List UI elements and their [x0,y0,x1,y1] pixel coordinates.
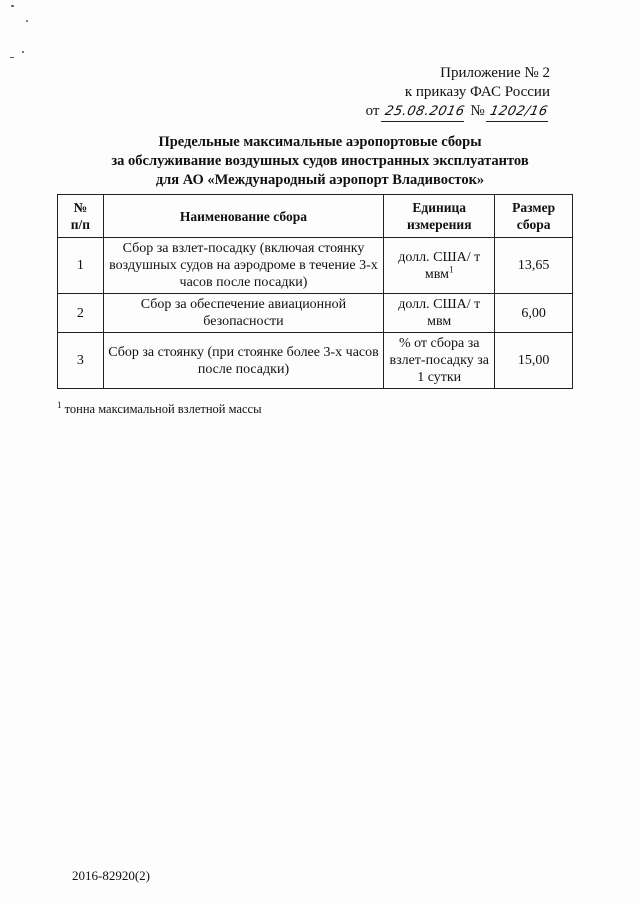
cell-fee-name: Сбор за обеспечение авиационной безопасности [103,294,383,333]
cell-unit: долл. США/ т мвм [384,294,495,333]
scan-speck [22,51,24,53]
appendix-order-reference: к приказу ФАС России [404,84,550,100]
scan-speck [11,5,14,7]
appendix-number: Приложение № 2 [440,65,550,81]
number-prefix: № [470,103,485,119]
appendix-header [366,64,550,122]
date-prefix: от [365,103,380,119]
cell-fee-name: Сбор за стоянку (при стоянке более 3-х часов после посадки) [103,333,383,389]
cell-fee-size: 15,00 [495,333,573,389]
cell-number: 3 [58,333,104,389]
table-header-row [58,195,573,238]
title-line-2: за обслуживание воздушных судов иностранных эксплуатантов [111,153,529,169]
cell-number: 1 [58,238,104,294]
header-unit: Единица измерения [384,195,495,238]
document-id: 2016-82920(2) [72,868,150,883]
scan-speck [10,57,14,58]
scan-speck [26,20,28,22]
cell-fee-size: 6,00 [495,294,573,333]
header-number: № п/п [58,195,104,238]
title-line-1: Предельные максимальные аэропортовые сборы [158,134,482,150]
header-fee-name: Наименование сбора [103,195,383,238]
cell-unit: % от сбора за взлет-посадку за 1 сутки [384,333,495,389]
cell-fee-name: Сбор за взлет-посадку (включая стоянку воздушных судов на аэродроме в течение 3-х часов после посадки) [103,238,383,294]
table-row [58,294,573,333]
header-fee-size: Размер сбора [495,195,573,238]
unit-footnote-marker: 1 [449,263,454,274]
table-row [58,238,573,294]
cell-number: 2 [58,294,104,333]
cell-fee-size: 13,65 [495,238,573,294]
title-line-3: для АО «Международный аэропорт Владивосток» [155,172,485,188]
cell-unit: долл. США/ т мвм$^1$ [384,238,495,294]
appendix-date-line [366,102,550,122]
fees-table [57,194,573,389]
footnote-text: тонна максимальной взлетной массы [64,402,262,416]
table-row [58,333,573,389]
footnote-marker: 1 [57,399,62,410]
handwritten-date: 25.08.2016 [381,102,469,122]
document-title [60,133,580,190]
handwritten-number: 1202/16 [486,102,552,122]
footnote [57,399,262,417]
